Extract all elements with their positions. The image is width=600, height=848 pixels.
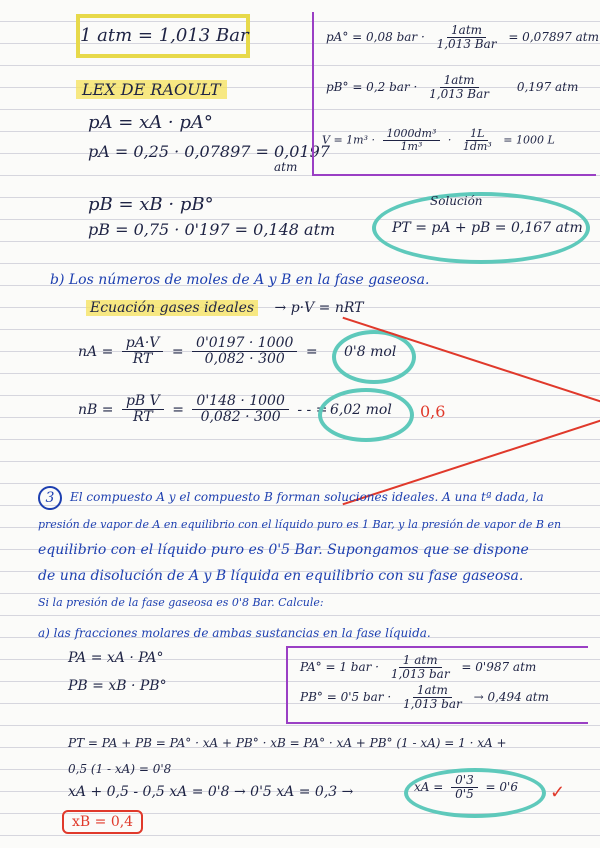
nb-result-crossed: 6,02 mol xyxy=(330,402,600,418)
problem-3-line-1: El compuesto A y el compuesto B forman soluciones ideales. A una tª dada, la xyxy=(70,490,544,504)
raoult-pa-unit: atm xyxy=(274,160,298,174)
side-volume-fraction-1: $\frac{\text{1000dm³}}{\text{1m³}}$ xyxy=(383,128,441,153)
na-fraction-2: $\frac{0'0197 \cdot 1000}{0,082 \cdot 300}$ xyxy=(192,336,297,368)
side2-pa-row: PA° = 1 bar · $\frac{\text{1 atm}}{\text{1,013 bar}}$ = 0'987 atm xyxy=(300,653,537,682)
gas-equation-label: Ecuación gases ideales xyxy=(86,300,258,316)
check-mark: ✓ xyxy=(550,782,566,803)
problem-3-part-a: a) las fracciones molares de ambas sustancias en la fase líquida. xyxy=(38,626,431,640)
work-line-3: xA + 0,5 - 0,5 xA = 0'8 → 0'5 xA = 0,3 → xyxy=(68,784,354,800)
problem-3-pa-raoult: PA = xA · PA° xyxy=(68,650,164,666)
raoult-pb-calc: pB = 0,75 · 0'197 = 0,148 atm xyxy=(88,220,336,239)
side-pb-fraction: $\frac{\text{1atm}}{\text{1,013 Bar}}$ xyxy=(429,73,490,102)
side2-pa-fraction: $\frac{\text{1 atm}}{\text{1,013 bar}}$ xyxy=(390,653,450,682)
na-fraction-1: $\frac{pA\cdot V}{RT}$ xyxy=(122,336,164,368)
problem-3-line-5: Si la presión de la fase gaseosa es 0'8 Bar. Calcule: xyxy=(38,596,324,609)
part-b-title: b) Los números de moles de A y B en la fase gaseosa. xyxy=(50,272,430,288)
problem-3-line-3: equilibrio con el líquido puro es 0'5 Bar. Supongamos que se dispone xyxy=(38,542,529,558)
problem-3-pb-raoult: PB = xB · PB° xyxy=(68,678,167,694)
xb-result-box: xB = 0,4 xyxy=(62,810,143,834)
xa-result: xA = $\frac{0'3}{0'5}$ = 0'6 xyxy=(414,773,518,802)
side2-pb-fraction: $\frac{\text{1atm}}{\text{1,013 bar}}$ xyxy=(403,683,462,712)
conversion-box xyxy=(76,14,250,58)
side-pb-row: pB° = 0,2 bar · $\frac{\text{1atm}}{\text{1,013 Bar}}$ 0,197 atm xyxy=(326,73,579,102)
gas-equation-row xyxy=(86,300,364,316)
nb-fraction-2: $\frac{0'148 \cdot 1000}{0,082 \cdot 300}$ xyxy=(192,394,288,426)
work-line-2: 0,5 (1 - xA) = 0'8 xyxy=(68,762,172,776)
nb-fraction-1: $\frac{\text{pB V}}{RT}$ xyxy=(122,394,164,426)
problem-3-line-2: presión de vapor de A en equilibrio con el líquido puro es 1 Bar, y la presión de vapor de B en xyxy=(38,518,562,531)
xa-fraction: $\frac{0'3}{0'5}$ xyxy=(451,774,478,801)
side2-pb-row: PB° = 0'5 bar · $\frac{\text{1atm}}{\text{1,013 bar}}$ → 0,494 atm xyxy=(300,683,549,712)
conversion-text: 1 atm = 1,013 Bar xyxy=(80,25,249,46)
solution-label: Solución xyxy=(430,194,483,208)
side-volume-row: V = 1m³ · $\frac{\text{1000dm³}}{\text{1m³}}$ · $\frac{1L}{\text{1dm³}}$ = 1000 L xyxy=(322,127,555,154)
gas-equation: → p·V = nRT xyxy=(274,300,364,316)
side-volume-fraction-2: $\frac{1L}{\text{1dm³}}$ xyxy=(462,127,492,154)
na-result: 0'8 mol xyxy=(344,344,397,360)
solution-formula: PT = pA + pB = 0,167 atm xyxy=(392,220,583,236)
na-row: nA = $\frac{pA\cdot V}{RT}$ = $\frac{0'0197 \cdot 1000}{0,082 \cdot 300}$ = xyxy=(78,335,318,368)
problem-3-line-4: de una disolución de A y B líquida en equilibrio con su fase gaseosa. xyxy=(38,568,524,584)
side-pa-fraction: $\frac{\text{1atm}}{\text{1,013 Bar}}$ xyxy=(436,23,497,52)
nb-row: nB = $\frac{\text{pB V}}{RT}$ = $\frac{0'148 \cdot 1000}{0,082 \cdot 300}$ - - = xyxy=(78,393,328,426)
work-line-1: PT = PA + PB = PA° · xA + PB° · xB = PA° · xA + PB° (1 - xA) = 1 · xA + xyxy=(68,736,507,750)
raoult-pa-formula: pA = xA · pA° xyxy=(88,112,213,133)
side-pa-row: pA° = 0,08 bar · $\frac{\text{1atm}}{\text{1,013 Bar}}$ = 0,07897 atm xyxy=(326,23,599,52)
problem-3-number: 3 xyxy=(38,486,62,510)
raoult-pa-calc: pA = 0,25 · 0,07897 = 0,0197 xyxy=(88,142,330,161)
raoult-heading: LEX DE RAOULT xyxy=(76,80,227,99)
raoult-pb-formula: pB = xB · pB° xyxy=(88,194,214,215)
nb-correction: 0,6 xyxy=(420,402,446,421)
